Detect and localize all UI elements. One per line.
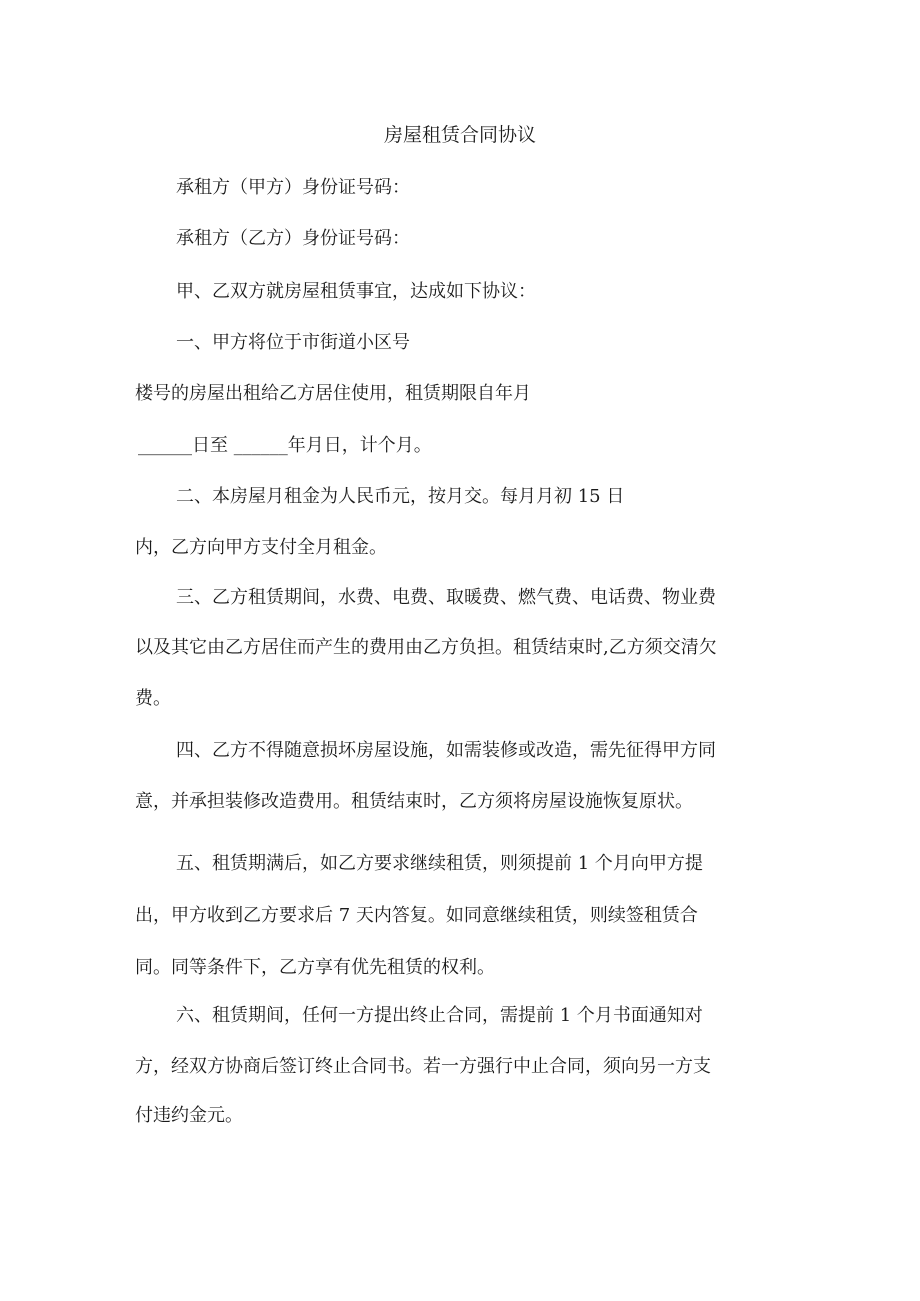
- clause-3-line-1: 三、乙方租赁期间，水费、电费、取暖费、燃气费、电话费、物业费: [176, 587, 716, 608]
- clause-4-line-2: 意，并承担装修改造费用。租赁结束时，乙方须将房屋设施恢复原状。: [135, 791, 693, 812]
- clause-1-line-1: 一、甲方将位于市街道小区号: [176, 332, 410, 353]
- clause-6-line-2: 方，经双方协商后签订终止合同书。若一方强行中止合同，须向另一方支: [135, 1056, 711, 1077]
- clause-5-line-3: 同。同等条件下，乙方享有优先租赁的权利。: [135, 957, 495, 978]
- lessor-id-line: 承租方（甲方）身份证号码：: [176, 177, 410, 198]
- clause-4-line-1: 四、乙方不得随意损坏房屋设施，如需装修或改造，需先征得甲方同: [176, 740, 716, 761]
- clause-1-line-2: 楼号的房屋出租给乙方居住使用，租赁期限自年月: [135, 383, 531, 404]
- clause-1-line-3: ______日至 ______年月日，计个月。: [138, 435, 432, 456]
- clause-2-line-2: 内，乙方向甲方支付全月租金。: [135, 537, 387, 558]
- clause-3-line-3: 费。: [135, 688, 171, 709]
- clause-6-line-1: 六、租赁期间，任何一方提出终止合同，需提前 1 个月书面通知对: [176, 1005, 703, 1026]
- clause-6-line-3: 付违约金元。: [135, 1105, 243, 1126]
- agreement-intro: 甲、乙双方就房屋租赁事宜，达成如下协议：: [176, 281, 536, 302]
- clause-5-line-2: 出，甲方收到乙方要求后 7 天内答复。如同意继续租赁，则续签租赁合: [135, 905, 698, 926]
- clause-5-line-1: 五、租赁期满后，如乙方要求继续租赁，则须提前 1 个月向甲方提: [176, 853, 703, 874]
- clause-2-line-1: 二、本房屋月租金为人民币元，按月交。每月月初 15 日: [176, 486, 625, 507]
- document-title: 房屋租赁合同协议: [383, 124, 536, 146]
- lessee-id-line: 承租方（乙方）身份证号码：: [176, 228, 410, 249]
- clause-3-line-2: 以及其它由乙方居住而产生的费用由乙方负担。租赁结束时,乙方须交清欠: [135, 637, 717, 658]
